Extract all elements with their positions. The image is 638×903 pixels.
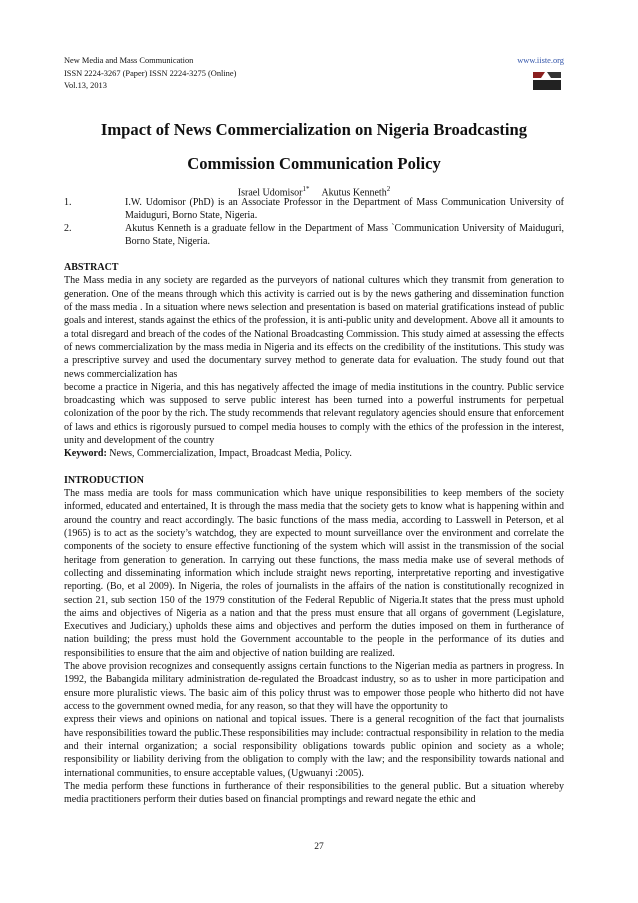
abstract-paragraph-2: become a practice in Nigeria, and this has negatively affected the image of media institutions in the country. Public service broadcasting which was supposed to serve public interest has been turned into a powerful instruments for perpetual colonization of the poor by the rich. The study recommends that relevant regulatory agencies should ensure that enforcement of laws and ethics is rigorously pursued to compel media houses to comply with the ethics of the profession in the interest, unity and development of the country <box>64 381 564 447</box>
title-line-2: Commission Communication Policy <box>187 154 441 173</box>
paper-body <box>64 248 564 807</box>
affiliation-number: 1. <box>64 197 72 208</box>
keywords-list: News, Commercialization, Impact, Broadcast Media, Policy. <box>106 448 352 460</box>
journal-issn: ISSN 2224-3267 (Paper) ISSN 2224-3275 (Online) <box>64 68 237 78</box>
paper-title <box>64 113 564 181</box>
introduction-heading: INTRODUCTION <box>64 474 145 486</box>
author-2-name: Akutus Kenneth <box>321 187 387 199</box>
iiste-logo-icon <box>531 70 563 92</box>
journal-name: New Media and Mass Communication <box>64 56 194 65</box>
author-1-mark: 1* <box>302 185 310 193</box>
affiliation-text: I.W. Udomisor (PhD) is an Associate Professor in the Department of Mass Communication University of Maiduguri, Borno State, Nigeria. <box>125 197 564 222</box>
page-number: 27 <box>314 842 324 852</box>
title-line-1: Impact of News Commercialization on Nigeria Broadcasting <box>100 120 528 139</box>
keywords-line <box>64 447 564 460</box>
affiliation-number: 2. <box>64 223 72 234</box>
affiliation-2 <box>64 222 564 249</box>
journal-volume: Vol.13, 2013 <box>64 81 107 91</box>
author-2-mark: 2 <box>386 185 391 193</box>
affiliation-1 <box>64 196 564 223</box>
introduction-paragraph-2: The above provision recognizes and consequently assigns certain functions to the Nigerian media as partners in progress. In 1992, the Babangida military administration de-regulated the Broadcast industry, so as to usher in more participation and ensure more pluralistic views. The basic aim of this policy thrust was to empower those people who hitherto did not have access to the government owned media, for any reason, so that they will have the opportunity to <box>64 661 564 712</box>
page-header <box>64 55 564 93</box>
abstract-paragraph-1: The Mass media in any society are regarded as the purveyors of national cultures which they transmit from generation to generation. One of the means through which this activity is carried out is by the news gathering and dissemination function of the mass media . In a situation where news selection and presentation is based on material gratifications instead of public goals and interest, stands against the ethics of the profession, it is anti-public unity and development. Above all it amounts to a total disregard and breach of the codes of the National Broadcasting Commission. This study aimed at assessing the effects of news commercialization by the mass media in Nigeria and its effects on the credibility of the institutions. This study was a prescriptive survey and used the documentary survey method to generate data for evaluation. The study found out that news commercialization has <box>64 275 564 380</box>
journal-url-link[interactable]: www.iiste.org <box>517 56 564 65</box>
author-1-name: Israel Udomisor <box>237 187 303 199</box>
affiliation-text: Akutus Kenneth is a graduate fellow in the Department of Mass `Communication University of Maiduguri, Borno State, Nigeria. <box>125 223 564 248</box>
introduction-paragraph-4: The media perform these functions in furtherance of their responsibilities to the general public. But a situation whereby media practitioners perform their duties based on financial promptings and reward negate the ethic and <box>64 780 564 806</box>
introduction-paragraph-1: The mass media are tools for mass communication which have unique responsibilities to keep members of the society informed, educated and entertained, It is through the mass media that the society gets to know what is happening within and around the country and react accordingly. The basic functions of the mass media, according to Lasswell in Peterson, et al (1965) is to act as the society’s watchdog, they are expected to mount surveillance over the environment and correlate the components of the society to ensure effective functioning of the system which will assist in the transmission of the social heritage from generation to generation. In carrying out these functions, the mass media make use of several methods of collecting and disseminating information which include straight news reporting, interpretative reporting and investigative reporting. (Bo, et al 2009). In Nigeria, the roles of journalists in the affairs of the nation is constitutionally recognized in section 21, sub section 150 of the 1979 constitution of the Federal Republic of Nigeria.It states that the press must uphold the aims and objectives of Nigeria as a nation and that the press must ensure that all organs of government (Legislature, Executives and Judiciary,) upholds these aims and objectives and perform the duties imposed on them in furtherance of nation building; the press must hold the Government accountable to the people in the performance of its duties and responsibilities to ensure that the aim and objective of nation building are realized. <box>64 488 564 659</box>
abstract-heading: ABSTRACT <box>64 262 119 273</box>
keywords-label: Keyword: <box>64 448 107 460</box>
introduction-paragraph-3: express their views and opinions on national and topical issues. There is a general recognition of the fact that journalists have responsibilities toward the public.These responsibilities may include: contractual responsibility in relation to the media and their internal organization; a social responsibility obligations towards public opinion and society as a whole; responsibility or liability deriving from the obligation to comply with the law; and the responsibility towards national and international communities, to ensure acceptable values, (Ugwuanyi :2005). <box>64 714 564 779</box>
